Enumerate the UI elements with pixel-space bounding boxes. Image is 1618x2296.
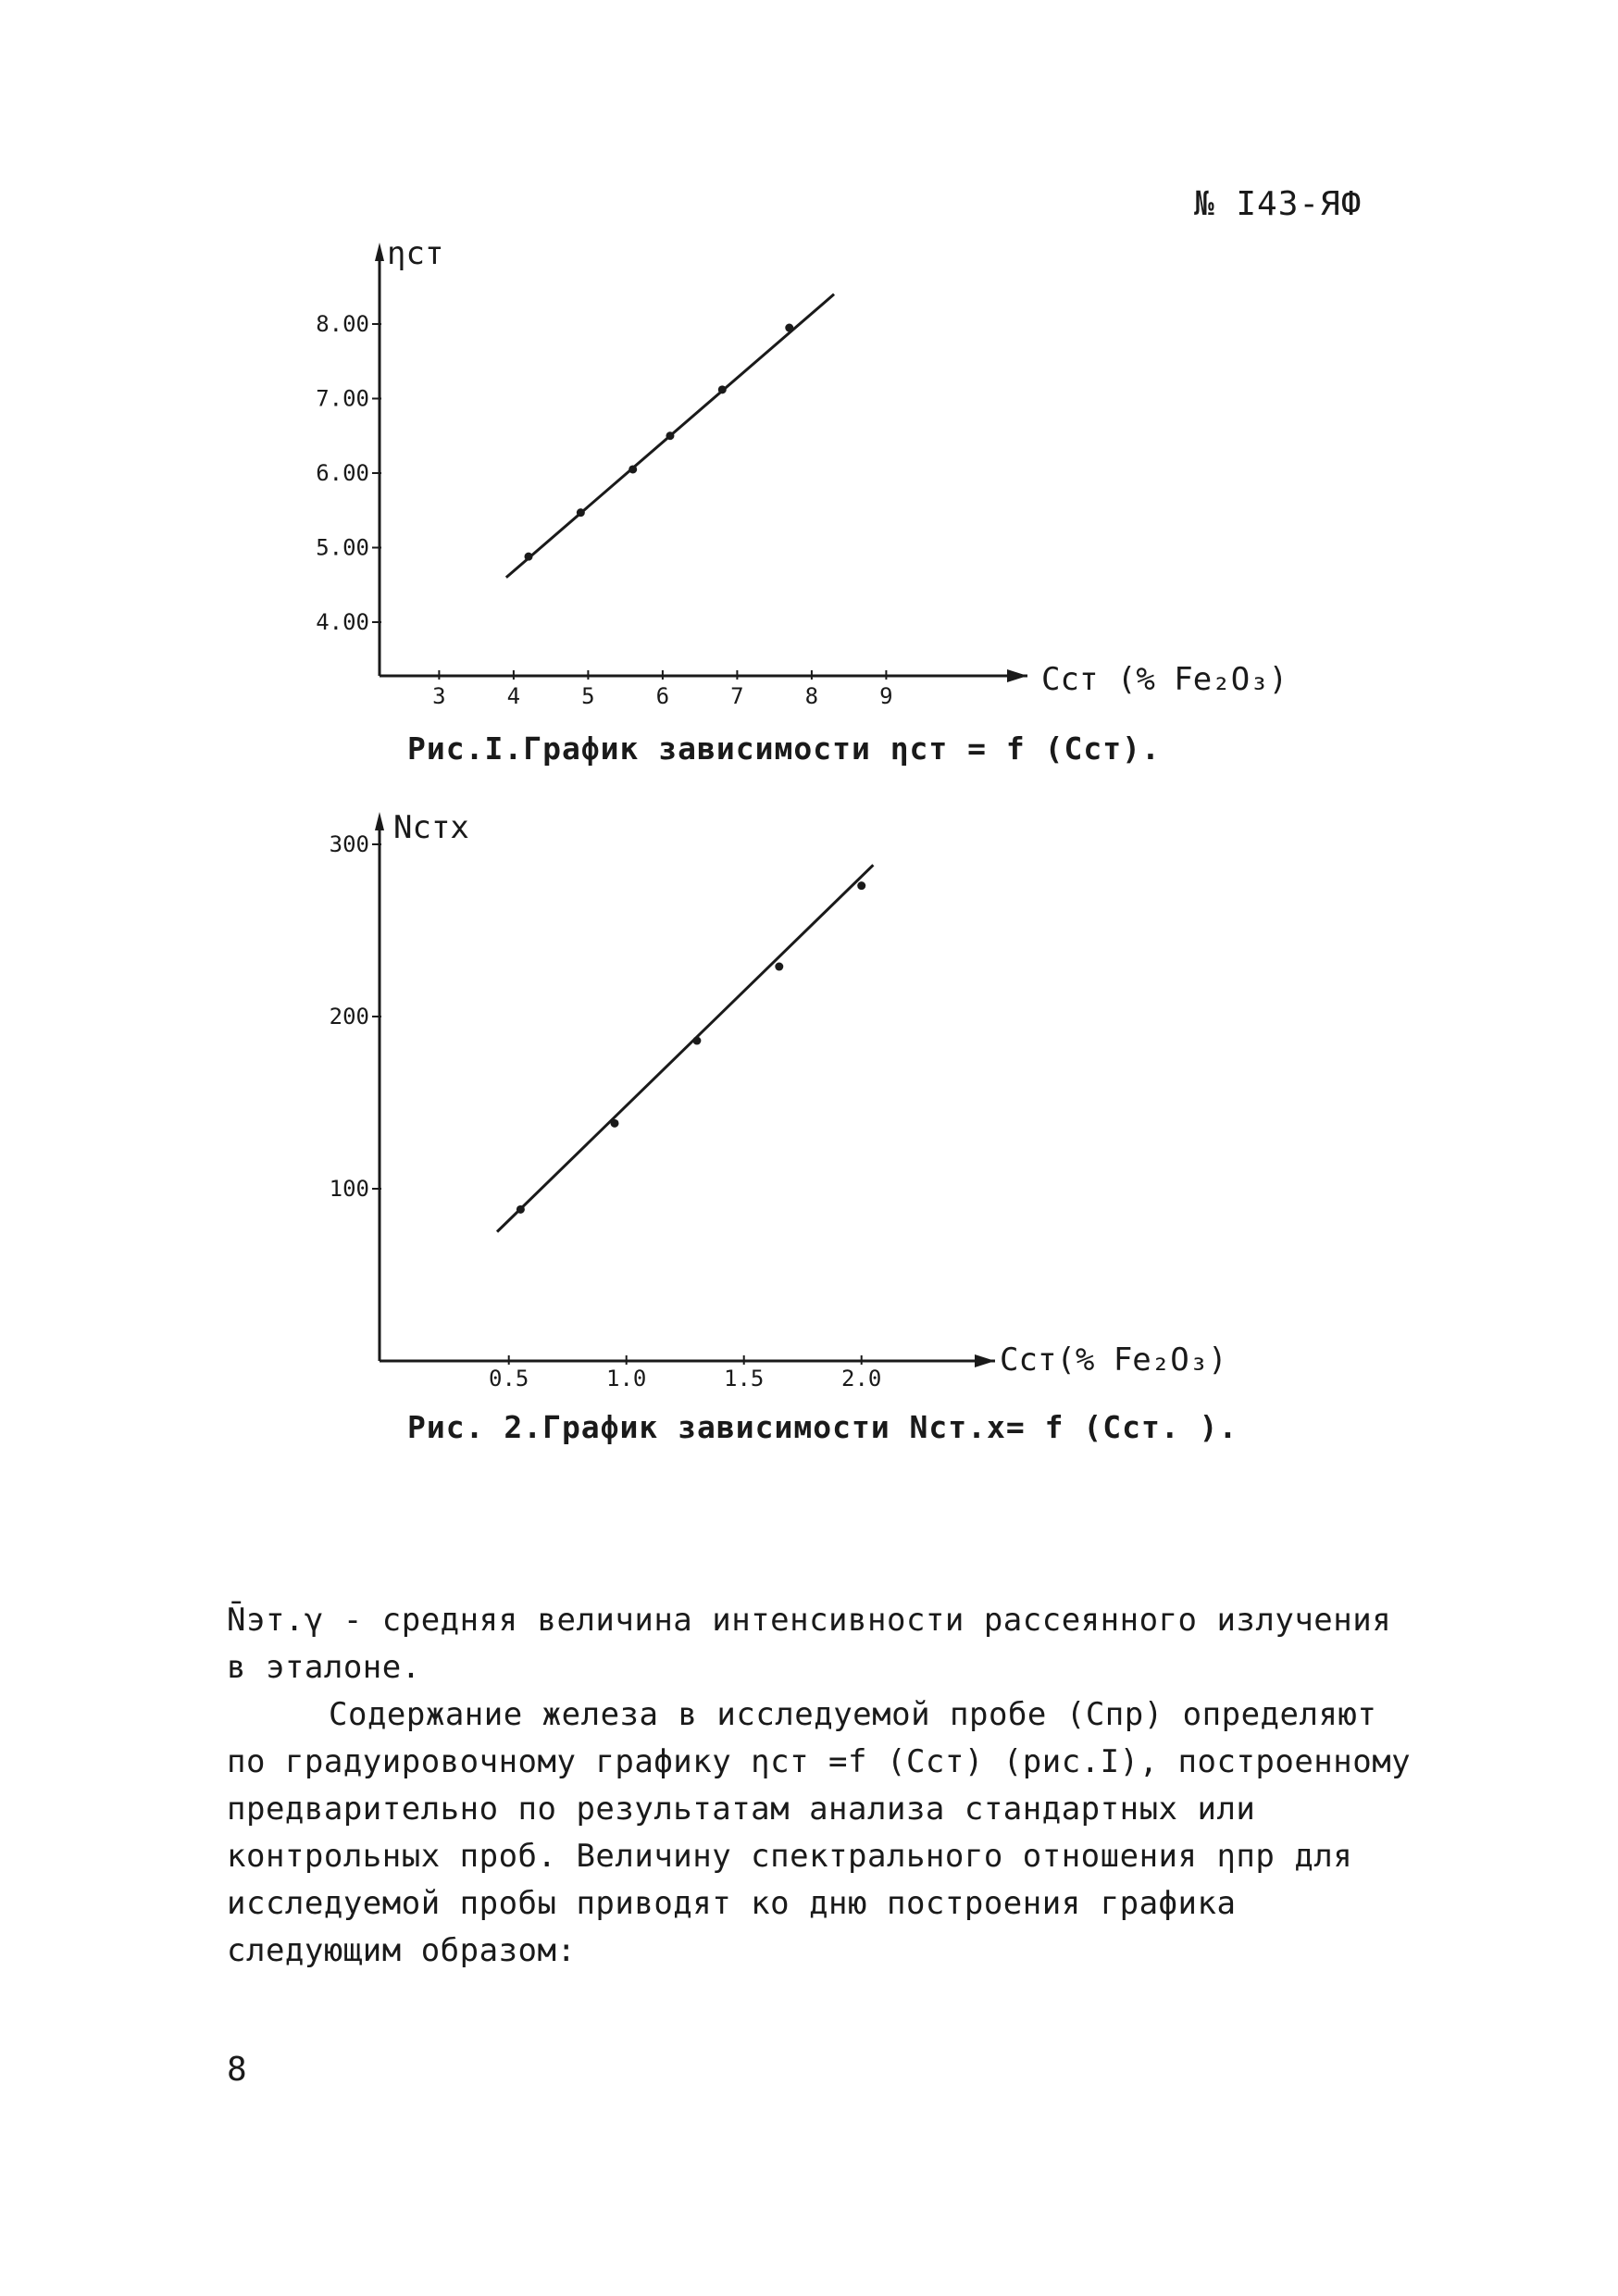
- x-tick-label: 4: [506, 683, 521, 709]
- y-axis-arrow: [375, 812, 384, 830]
- x-tick-label: 9: [879, 683, 893, 709]
- figure-1: [316, 235, 1288, 767]
- paragraph-1: N̄эт.γ - средняя величина интенсивности рассеянного излучения в эталоне.: [227, 1602, 1392, 1686]
- series-line: [497, 865, 873, 1231]
- data-point: [629, 465, 637, 473]
- x-axis-arrow: [1007, 669, 1027, 682]
- figure-caption: Рис. 2.График зависимости Nст.x= f (Cст. ).: [407, 1409, 1238, 1445]
- y-tick-label: 8.00: [316, 311, 369, 337]
- x-tick-label: 2.0: [841, 1366, 882, 1391]
- y-tick-label: 7.00: [316, 385, 369, 412]
- paragraph-2: Содержание железа в исследуемой пробе (Cпр) определяют по градуировочному графику ηст =f (Cст) (рис.I), построенному предварительно по результатам анализа стандартных или контрольных проб. Величину спектрального отношения ηпр для исследуемой пробы приводят ко дню построения графика следующим образом:: [227, 1696, 1412, 1969]
- y-tick-label: 200: [329, 1004, 369, 1029]
- data-point: [718, 385, 727, 393]
- data-point: [666, 431, 674, 440]
- figure-2: [330, 809, 1238, 1445]
- document-number: № I43-ЯФ: [1194, 185, 1363, 223]
- body-text: [227, 1597, 1430, 1975]
- x-axis-arrow: [975, 1354, 995, 1367]
- x-tick-label: 1.5: [724, 1366, 765, 1391]
- data-point: [611, 1119, 619, 1128]
- x-axis-label: Cст (% Fe₂O₃): [1041, 661, 1288, 698]
- data-point: [775, 963, 783, 971]
- data-point: [517, 1205, 525, 1214]
- data-point: [785, 324, 793, 332]
- page-number: 8: [227, 2051, 247, 2089]
- x-tick-label: 7: [730, 683, 744, 709]
- y-axis-label: ηст: [387, 235, 444, 272]
- x-axis-label: Cст(% Fe₂O₃): [1000, 1341, 1227, 1379]
- x-tick-label: 6: [655, 683, 670, 709]
- y-tick-label: 4.00: [316, 609, 369, 635]
- x-tick-label: 0.5: [489, 1366, 529, 1391]
- y-axis-arrow: [375, 243, 384, 261]
- x-tick-label: 1.0: [606, 1366, 647, 1391]
- x-tick-label: 5: [581, 683, 595, 709]
- y-axis-label: Nстx: [393, 809, 469, 846]
- y-tick-label: 6.00: [316, 460, 369, 486]
- figure-caption: Рис.I.График зависимости ηст = f (Cст).: [407, 730, 1161, 767]
- x-tick-label: 3: [432, 683, 446, 709]
- data-point: [577, 508, 585, 517]
- y-tick-label: 300: [329, 831, 369, 857]
- y-tick-label: 100: [329, 1176, 369, 1202]
- data-point: [692, 1037, 701, 1045]
- y-tick-label: 5.00: [316, 534, 369, 561]
- data-point: [857, 881, 865, 890]
- data-point: [525, 553, 533, 561]
- x-tick-label: 8: [804, 683, 819, 709]
